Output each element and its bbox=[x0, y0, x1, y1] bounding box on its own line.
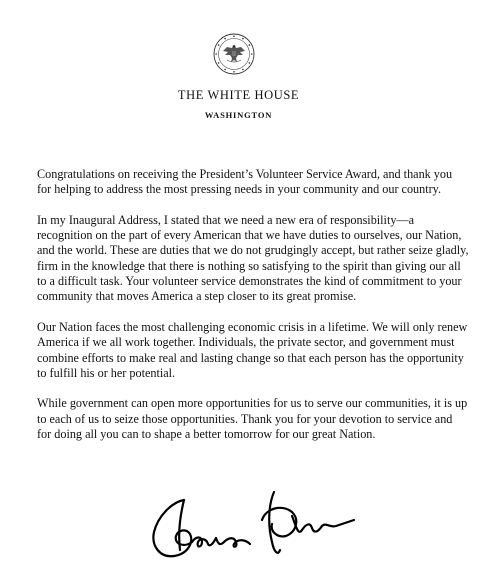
letterhead-title: THE WHITE HOUSE bbox=[177, 88, 300, 102]
presidential-seal-icon bbox=[213, 33, 255, 75]
letter-paragraph: Our Nation faces the most challenging economic crisis in a lifetime. We will only renew America if we all work together. Individuals, the private sector, and government must combine efforts to make real and lasting change so that each person has the opportunity to fulfill his or her potential. bbox=[37, 319, 468, 380]
letter-paragraph: While government can open more opportunities for us to serve our communities, it is up to each of us to seize those opportunities. Thank you for your devotion to service and for doing all you can to shape a better tomorrow for our great Nation. bbox=[37, 396, 468, 442]
letter-paragraph: Congratulations on receiving the President’s Volunteer Service Award, and thank you for helping to address the most pressing needs in your community and our country. bbox=[37, 167, 453, 197]
letterhead-location: WASHINGTON bbox=[204, 110, 273, 120]
letter-body bbox=[37, 167, 469, 458]
letter-paragraph: In my Inaugural Address, I stated that we need a new era of responsibility—a recognition on the part of every American that we have duties to ourselves, our Nation, and the world. These are duties that we do not grudgingly accept, but rather seize gladly, firm in the knowledge that there is nothing so satisfying to the spirit than giving our all to a difficult task. Your volunteer service demonstrates the kind of commitment to your community that moves America a step closer to its great promise. bbox=[37, 212, 469, 304]
handwritten-signature-icon bbox=[150, 486, 360, 570]
